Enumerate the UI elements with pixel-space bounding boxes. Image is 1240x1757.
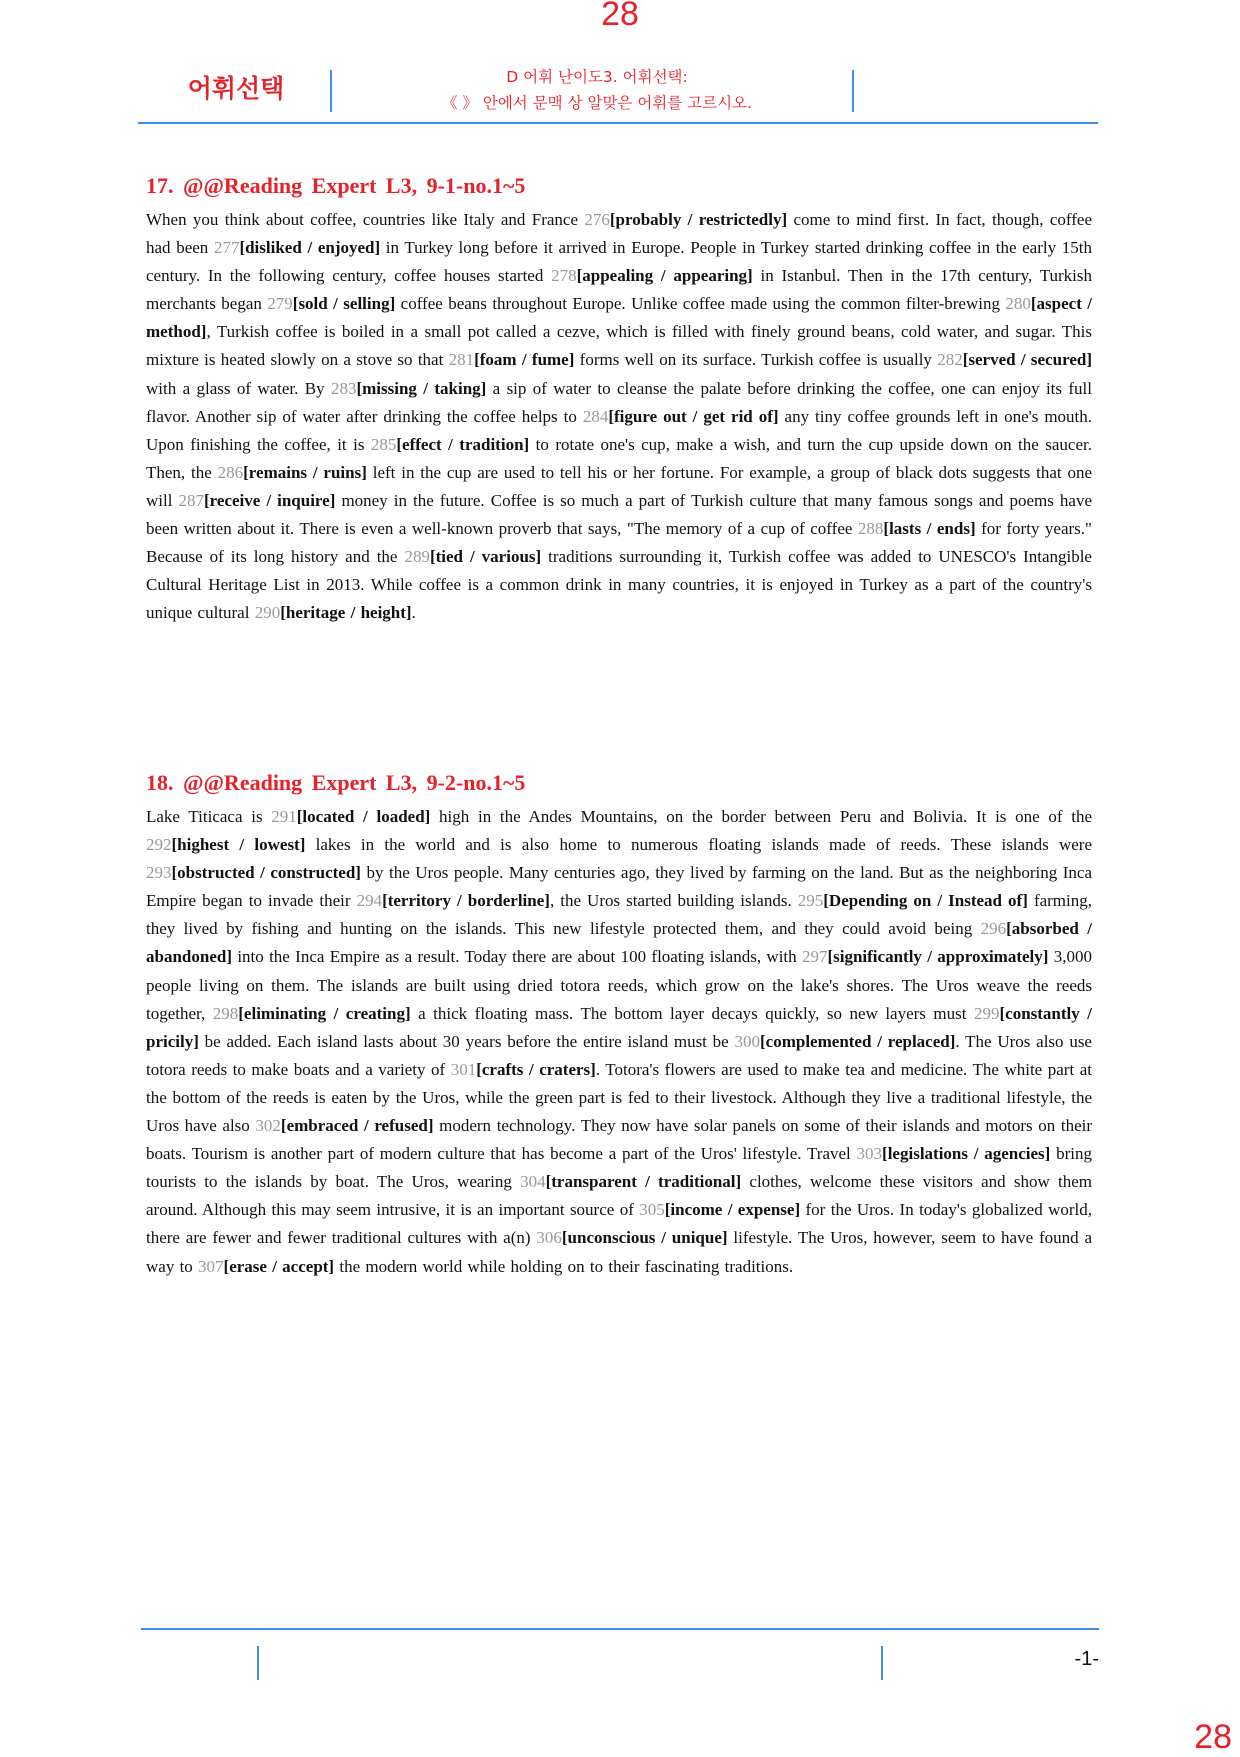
- answer-options: [significantly / approximately]: [827, 947, 1049, 967]
- passage: Lake Titicaca is 291[located / loaded] high in the Andes Mountains, on the border between Peru and Bolivia. It is one of the 292[highest / lowest] lakes in the world and is also home to numerous floating islands made of reeds. These islands were 293[obstructed / constructed] by the Uros people. Many centuries ago, they lived by farming on the land. But as the neighboring Inca Empire began to invade their 294[territory / borderline], the Uros started building islands. 295[Depending on / Instead of] farming, they lived by fishing and hunting on the islands. This new lifestyle protected them, and they could avoid being 296[absorbed / abandoned] into the Inca Empire as a result. Today there are about 100 floating islands, with 297[significantly / approximately] 3,000 people living on them. The islands are built using dried totora reeds, which grow on the lake's shores. The Uros weave the reeds together, 298[eliminating / creating] a thick floating mass. The bottom layer decays quickly, so new layers must 299[constantly / pricily] be added. Each island lasts about 30 years before the entire island must be 300[complemented / replaced]. The Uros also use totora reeds to make boats and a variety of 301[crafts / craters]. Totora's flowers are used to make tea and medicine. The white part at the bottom of the reeds is eaten by the Uros, while the green part is fed to their livestock. Although they live a traditional lifestyle, the Uros have also 302[embraced / refused] modern technology. They now have solar panels on some of their islands and motors on their boats. Tourism is another part of modern culture that has become a part of the Uros' lifestyle. Travel 303[legislations / agencies] bring tourists to the islands by boat. The Uros, wearing 304[transparent / traditional] clothes, welcome these visitors and show them around. Although this may seem intrusive, it is an important source of 305[income / expense] for the Uros. In today's globalized world, there are fewer and fewer traditional cultures with a(n) 306[unconscious / unique] lifestyle. The Uros, however, seem to have found a way to 307[erase / accept] the modern world while holding on to their fascinating traditions.: [146, 807, 1093, 1276]
- question-number: 305: [639, 1200, 665, 1220]
- answer-options: [lasts / ends]: [883, 519, 976, 539]
- question-number: 278: [551, 266, 577, 286]
- section-title: 18. @@Reading Expert L3, 9-2-no.1~5: [146, 770, 526, 795]
- page-number-bottom: 28: [1194, 1718, 1232, 1756]
- answer-options: [appealing / appearing]: [576, 266, 753, 286]
- question-number: 298: [212, 1003, 239, 1023]
- question-number: 289: [404, 547, 430, 567]
- question-number: 304: [520, 1172, 546, 1192]
- answer-options: [foam / fume]: [474, 350, 575, 370]
- question-number: 283: [330, 378, 357, 398]
- answer-options: [located / loaded]: [296, 807, 431, 826]
- question-number: 296: [980, 919, 1007, 939]
- answer-options: [unconscious / unique]: [561, 1228, 728, 1248]
- footer: [141, 1628, 1099, 1686]
- section-17: [146, 172, 1092, 627]
- question-number: 286: [217, 462, 244, 482]
- question-number: 284: [582, 406, 609, 426]
- answer-options: [sold / selling]: [292, 294, 396, 314]
- section-18: [146, 769, 1092, 1281]
- footer-divider-right: [881, 1646, 883, 1680]
- answer-options: [obstructed / constructed]: [171, 863, 361, 883]
- answer-options: [probably / restrictedly]: [609, 210, 788, 229]
- question-number: 279: [267, 294, 293, 314]
- header-divider-left: [330, 70, 332, 112]
- question-number: 306: [536, 1228, 562, 1248]
- question-number: 302: [255, 1116, 281, 1136]
- header-divider-right: [852, 70, 854, 112]
- answer-options: [complemented / replaced]: [760, 1031, 956, 1051]
- footer-divider-left: [257, 1646, 259, 1680]
- answer-options: [crafts / craters]: [476, 1059, 596, 1079]
- question-number: 299: [973, 1003, 1000, 1023]
- question-number: 281: [448, 350, 475, 370]
- question-number: 290: [254, 603, 281, 623]
- answer-options: [heritage / height]: [280, 603, 412, 623]
- answer-options: [remains / ruins]: [243, 462, 367, 482]
- answer-options: [erase / accept]: [223, 1256, 335, 1276]
- answer-options: [embraced / refused]: [280, 1116, 434, 1136]
- answer-options: [territory / borderline]: [382, 891, 550, 911]
- question-number: 282: [937, 350, 963, 370]
- question-number: 295: [797, 891, 824, 911]
- answer-options: [figure out / get rid of]: [608, 406, 779, 426]
- answer-options: [absorbed / abandoned]: [146, 919, 1092, 967]
- question-number: 307: [198, 1256, 224, 1276]
- answer-options: [eliminating / creating]: [238, 1003, 411, 1023]
- question-number: 276: [584, 210, 610, 229]
- header-desc-line1: D 어휘 난이도3. 어휘선택:: [506, 68, 688, 86]
- question-number: 285: [370, 434, 397, 454]
- header-instructions: [334, 64, 860, 116]
- question-number: 294: [356, 891, 383, 911]
- question-number: 301: [450, 1059, 477, 1079]
- answer-options: [tied / various]: [429, 547, 542, 567]
- answer-options: [constantly / pricily]: [146, 1003, 1092, 1051]
- answer-options: [effect / tradition]: [396, 434, 530, 454]
- answer-options: [missing / taking]: [356, 378, 487, 398]
- answer-options: [receive / inquire]: [204, 490, 336, 510]
- answer-options: [income / expense]: [664, 1200, 801, 1220]
- footer-page-label: -1-: [1074, 1648, 1099, 1670]
- header-desc-line2: 《 》 안에서 문맥 상 알맞은 어휘를 고르시오.: [442, 94, 752, 112]
- header-title: 어휘선택: [187, 74, 285, 103]
- answer-options: [Depending on / Instead of]: [823, 891, 1028, 911]
- question-number: 287: [178, 490, 204, 510]
- passage: When you think about coffee, countries like Italy and France 276[probably / restrictedly] come to mind first. In fact, though, coffee had been 277[disliked / enjoyed] in Turkey long before it arrived in Europe. People in Turkey started drinking coffee in the early 15th century. In the following century, coffee houses started 278[appealing / appearing] in Istanbul. Then in the 17th century, Turkish merchants began 279[sold / selling] coffee beans throughout Europe. Unlike coffee made using the common filter-brewing 280[aspect / method], Turkish coffee is boiled in a small pot called a cezve, which is filled with finely ground beans, cold water, and sugar. This mixture is heated slowly on a stove so that 281[foam / fume] forms well on its surface. Turkish coffee is usually 282[served / secured] with a glass of water. By 283[missing / taking] a sip of water to cleanse the palate before drinking the coffee, one can enjoy its full flavor. Another sip of water after drinking the coffee helps to 284[figure out / get rid of] any tiny coffee grounds left in one's mouth. Upon finishing the coffee, it is 285[effect / tradition] to rotate one's cup, make a wish, and turn the cup upside down on the saucer. Then, the 286[remains / ruins] left in the cup are used to tell his or her fortune. For example, a group of black dots suggests that one will 287[receive / inquire] money in the future. Coffee is so much a part of Turkish culture that many famous songs and poems have been written about it. There is even a well-known proverb that says, "The memory of a cup of coffee 288[lasts / ends] for forty years." Because of its long history and the 289[tied / various] traditions surrounding it, Turkish coffee was added to UNESCO's Intangible Cultural Heritage List in 2013. While coffee is a common drink in many countries, it is enjoyed in Turkey as a part of the country's unique cultural 290[heritage / height].: [146, 210, 1093, 623]
- answer-options: [legislations / agencies]: [882, 1144, 1051, 1164]
- question-number: 291: [271, 807, 297, 826]
- answer-options: [disliked / enjoyed]: [239, 238, 381, 258]
- section-title: 17. @@Reading Expert L3, 9-1-no.1~5: [146, 173, 526, 198]
- answer-options: [aspect / method]: [146, 294, 1092, 342]
- question-number: 303: [856, 1144, 883, 1164]
- question-number: 297: [801, 947, 828, 967]
- page-number-top: 28: [601, 0, 639, 33]
- question-number: 293: [146, 863, 172, 883]
- header: [138, 64, 1098, 124]
- question-number: 280: [1005, 294, 1031, 314]
- question-number: 292: [146, 835, 172, 855]
- answer-options: [transparent / traditional]: [545, 1172, 742, 1192]
- question-number: 288: [857, 519, 884, 539]
- answer-options: [served / secured]: [962, 350, 1092, 370]
- answer-options: [highest / lowest]: [171, 835, 306, 855]
- question-number: 300: [734, 1031, 761, 1051]
- question-number: 277: [213, 238, 240, 258]
